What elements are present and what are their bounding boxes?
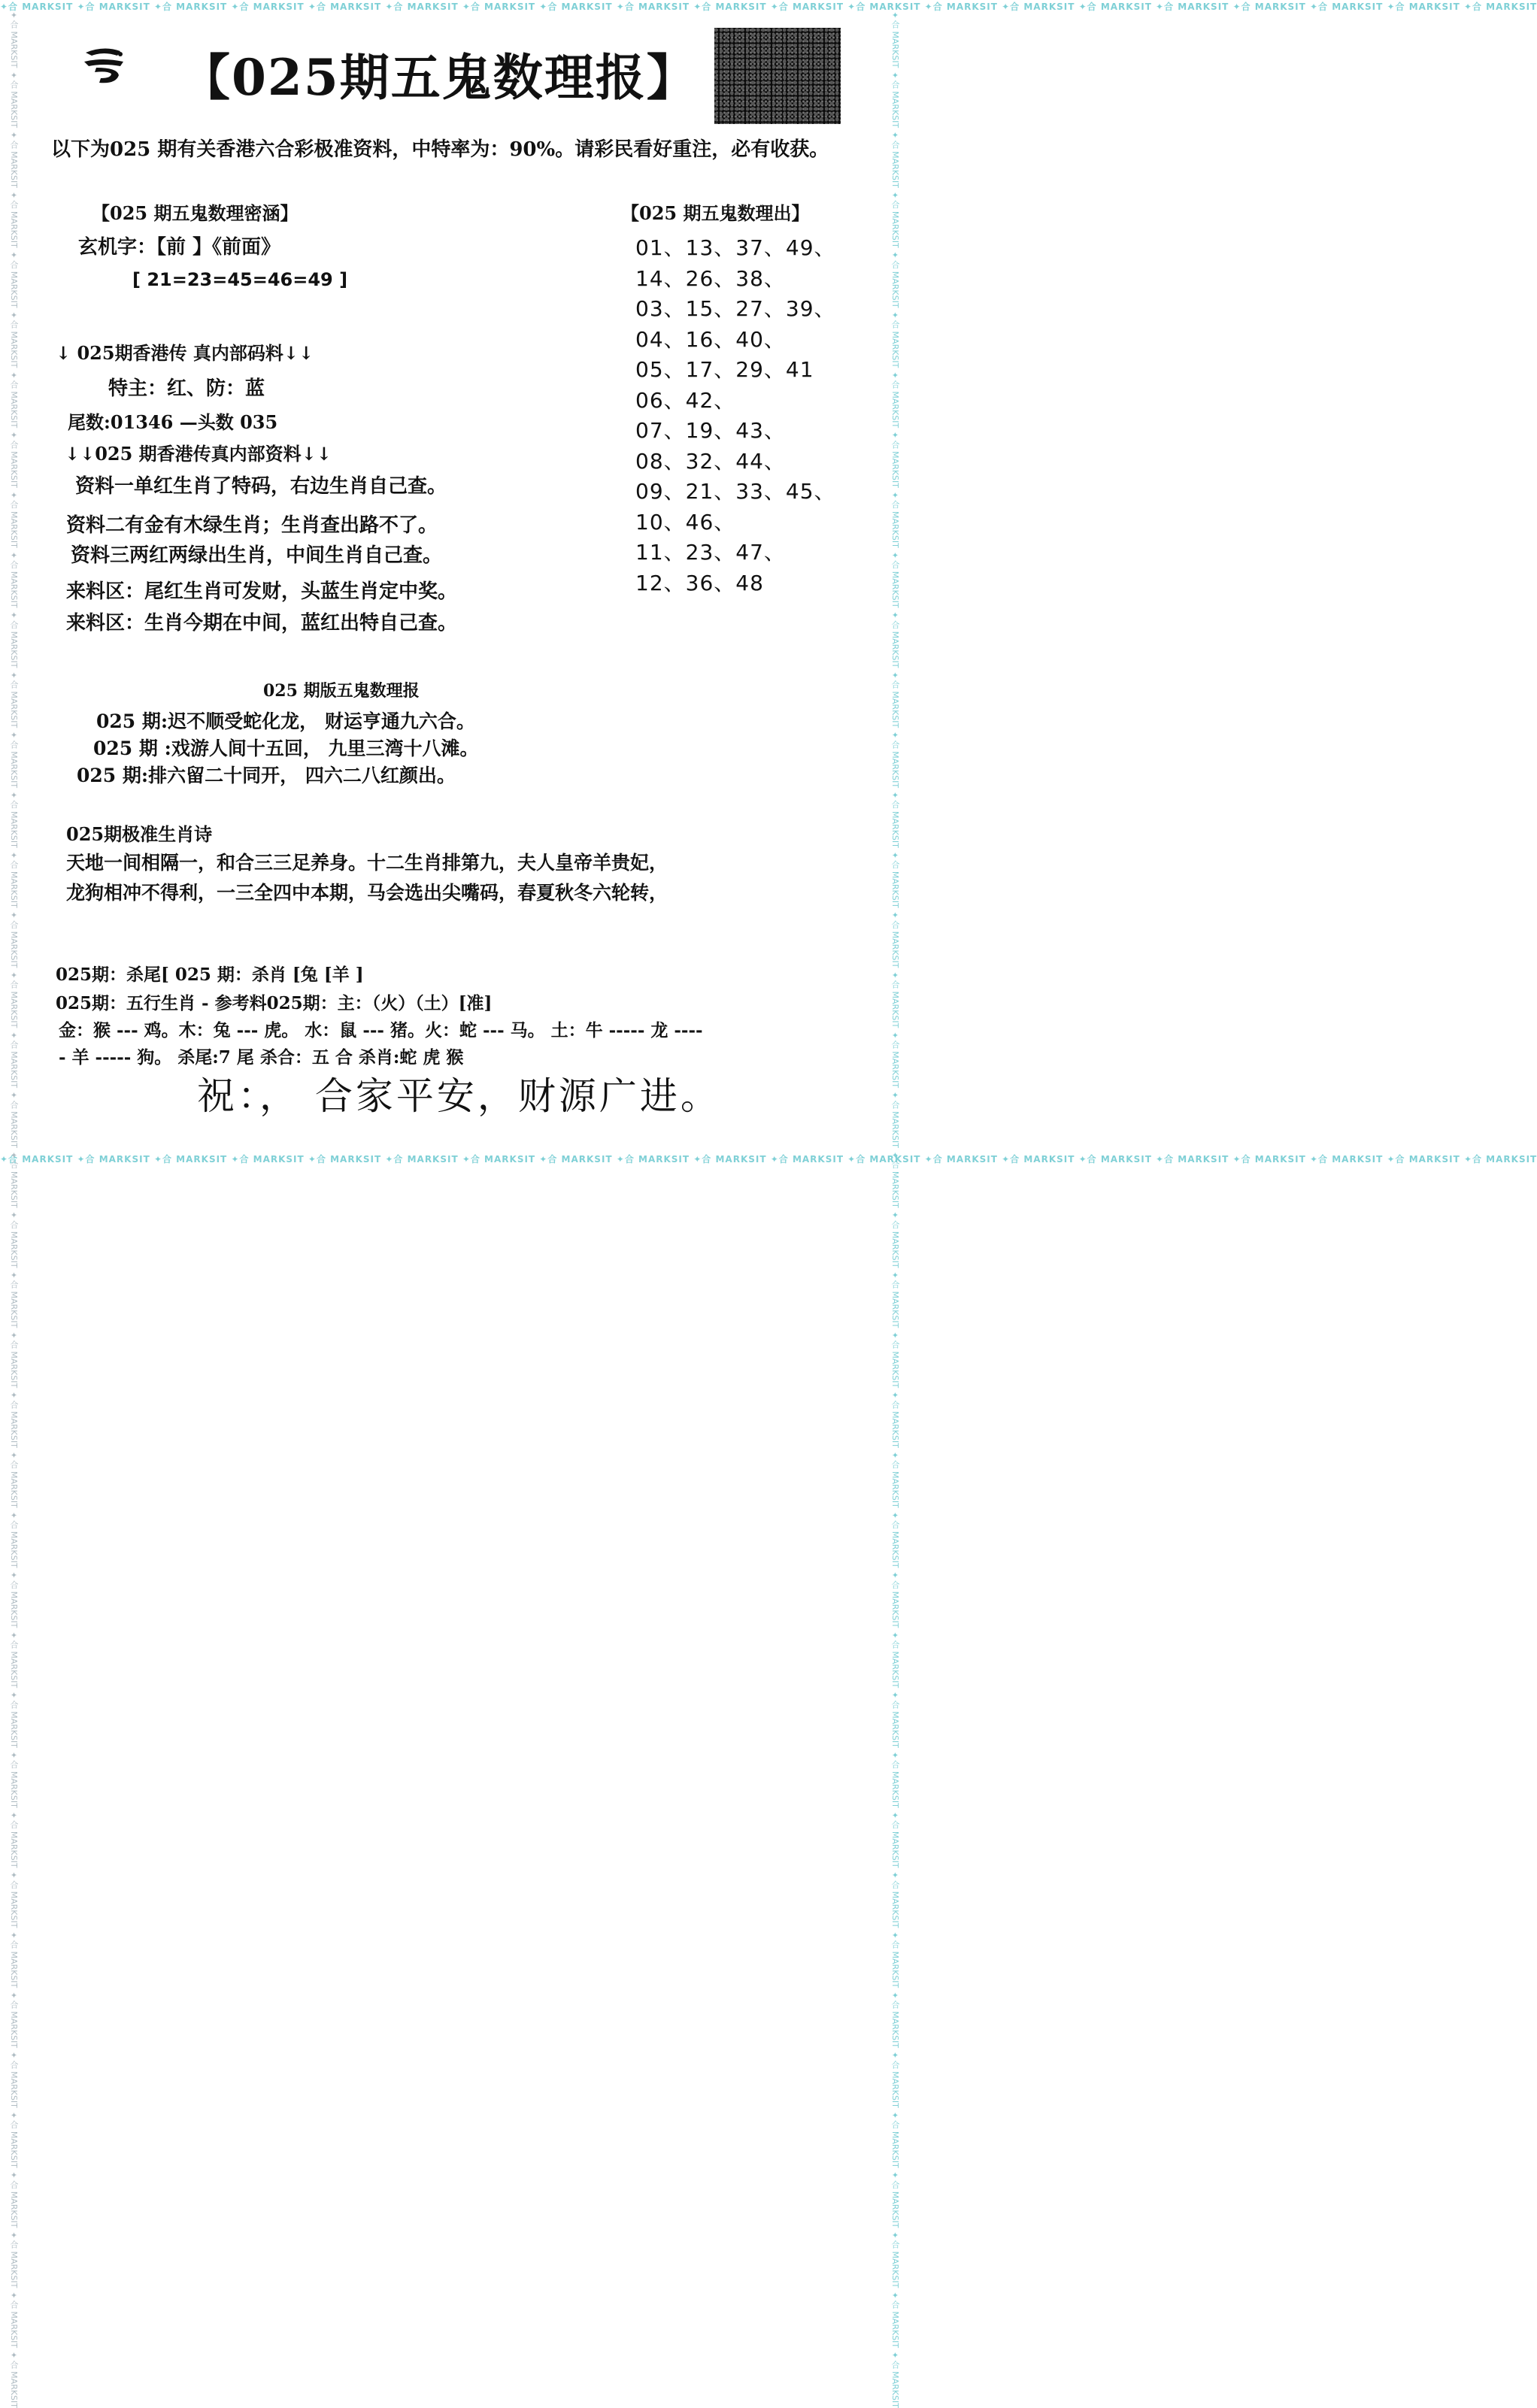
right-watermark-strip: ✦合 MARKSIT ✦合 MARKSIT ✦合 MARKSIT ✦合 MARKSIT ✦合 MARKSIT ✦合 MARKSIT ✦合 MARKSIT ✦合 MARKSIT ✦合 MARKSIT ✦合 MARKSIT ✦合 MARKSIT ✦合 MARKSIT ✦合 MARKSIT ✦合 MARKSIT ✦合 MARKSIT ✦合 MARKSIT ✦合 MARKSIT ✦合 MARKSIT ✦合 MARKSIT ✦合 MARKSIT ✦合 MARKSIT ✦合 MARKSIT ✦合 MARKSIT ✦合 MARKSIT ✦合 MARKSIT ✦合 MARKSIT ✦合 MARKSIT ✦合 MARKSIT ✦合 MARKSIT ✦合 MARKSIT ✦合 MARKSIT ✦合 MARKSIT ✦合 MARKSIT ✦合 MARKSIT ✦合 MARKSIT ✦合 MARKSIT ✦合 MARKSIT ✦合 MARKSIT ✦合 MARKSIT ✦合 MARKSIT — [890, 11, 900, 2408]
left-watermark-strip: ✦合 MARKSIT ✦合 MARKSIT ✦合 MARKSIT ✦合 MARKSIT ✦合 MARKSIT ✦合 MARKSIT ✦合 MARKSIT ✦合 MARKSIT ✦合 MARKSIT ✦合 MARKSIT ✦合 MARKSIT ✦合 MARKSIT ✦合 MARKSIT ✦合 MARKSIT ✦合 MARKSIT ✦合 MARKSIT ✦合 MARKSIT ✦合 MARKSIT ✦合 MARKSIT ✦合 MARKSIT ✦合 MARKSIT ✦合 MARKSIT ✦合 MARKSIT ✦合 MARKSIT ✦合 MARKSIT ✦合 MARKSIT ✦合 MARKSIT ✦合 MARKSIT ✦合 MARKSIT ✦合 MARKSIT ✦合 MARKSIT ✦合 MARKSIT ✦合 MARKSIT ✦合 MARKSIT ✦合 MARKSIT ✦合 MARKSIT ✦合 MARKSIT ✦合 MARKSIT ✦合 MARKSIT ✦合 MARKSIT — [9, 11, 19, 2408]
number-line: 03、15、27、39、 — [635, 296, 836, 321]
number-line: 06、42、 — [635, 388, 736, 413]
number-line: 11、23、47、 — [635, 540, 786, 565]
insider-heading: ↓ 025期香港传 真内部码料↓↓ — [56, 342, 314, 364]
poem-heading: 025期极准生肖诗 — [66, 823, 213, 845]
blessing-text: 祝：， 合家平安，财源广进。 — [197, 1074, 721, 1118]
edition-heading: 025 期版五鬼数理报 — [263, 681, 420, 701]
number-line: 04、16、40、 — [635, 327, 786, 352]
edition-line: 025 期:排六留二十同开， 四六二八红颜出。 — [77, 765, 456, 786]
bottom-line: 025期：五行生肖 - 参考料025期：主：（火）（土）[准] — [56, 993, 493, 1013]
number-line: 09、21、33、45、 — [635, 479, 836, 504]
edition-line: 025 期 :戏游人间十五回， 九里三湾十八滩。 — [93, 738, 479, 759]
snake-logo-icon — [81, 45, 128, 86]
qr-code-icon — [714, 28, 841, 124]
list-item: 来料区：尾红生肖可发财，头蓝生肖定中奖。 — [66, 580, 458, 603]
bottom-watermark-strip: ✦合 MARKSIT ✦合 MARKSIT ✦合 MARKSIT ✦合 MARKSIT ✦合 MARKSIT ✦合 MARKSIT ✦合 MARKSIT ✦合 MARKSIT ✦合 MARKSIT ✦合 MARKSIT ✦合 MARKSIT ✦合 MARKSIT ✦合 MARKSIT ✦合 MARKSIT ✦合 MARKSIT ✦合 MARKSIT ✦合 MARKSIT ✦合 MARKSIT ✦合 MARKSIT ✦合 MARKSIT — [0, 1154, 1537, 1165]
number-line: 12、36、48 — [635, 571, 764, 595]
tail-head-text: 尾数:01346 —头数 035 — [68, 411, 278, 433]
page-title: 【025期五鬼数理报】 — [180, 48, 698, 107]
list-item: 资料三两红两绿出生肖，中间生肖自己查。 — [71, 544, 443, 567]
list-item: 来料区：生肖今期在中间，蓝红出特自己查。 — [66, 612, 458, 635]
edition-line: 025 期:迟不顺受蛇化龙， 财运亨通九六合。 — [96, 710, 475, 732]
number-line: 10、46、 — [635, 510, 736, 535]
secret-heading: 【025 期五鬼数理密涵】 — [92, 202, 299, 224]
list-item: 资料二有金有木绿生肖；生肖查出路不了。 — [66, 514, 438, 537]
top-watermark-strip: ✦合 MARKSIT ✦合 MARKSIT ✦合 MARKSIT ✦合 MARKSIT ✦合 MARKSIT ✦合 MARKSIT ✦合 MARKSIT ✦合 MARKSIT ✦合 MARKSIT ✦合 MARKSIT ✦合 MARKSIT ✦合 MARKSIT ✦合 MARKSIT ✦合 MARKSIT ✦合 MARKSIT ✦合 MARKSIT ✦合 MARKSIT ✦合 MARKSIT ✦合 MARKSIT ✦合 MARKSIT — [0, 2, 1537, 12]
list-item: 资料一单红生肖了特码，右边生肖自己查。 — [75, 475, 447, 498]
numbers-heading: 【025 期五鬼数理出】 — [621, 202, 810, 224]
number-line: 07、19、43、 — [635, 418, 786, 443]
xuanji-text: 玄机字：【前 】《前面》 — [78, 236, 281, 259]
number-line: 05、17、29、41 — [635, 357, 814, 382]
number-line: 01、13、37、49、 — [635, 235, 836, 260]
bottom-line: 025期：杀尾[ 025 期：杀肖 [兔 [羊 ] — [56, 965, 364, 985]
xuanji-numbers: [ 21=23=45=46=49 ] — [132, 269, 348, 290]
number-line: 14、26、38、 — [635, 266, 786, 291]
bottom-line: 金：猴 --- 鸡。木：兔 --- 虎。 水：鼠 --- 猪。火：蛇 --- 马。 土：牛 ----- 龙 ---- — [59, 1020, 703, 1040]
te-zhu-text: 特主：红、防：蓝 — [108, 377, 265, 400]
poem-line: 天地一间相隔一，和合三三足养身。十二生肖排第九，夫人皇帝羊贵妃， — [66, 852, 668, 874]
bottom-line: - 羊 ----- 狗。 杀尾:7 尾 杀合：五 合 杀肖:蛇 虎 猴 — [59, 1047, 464, 1068]
poem-line: 龙狗相冲不得利，一三全四中本期，马会选出尖嘴码，春夏秋冬六轮转， — [66, 882, 668, 904]
insider2-heading: ↓↓025 期香港传真内部资料↓↓ — [65, 443, 332, 465]
intro-text: 以下为025 期有关香港六合彩极准资料，中特率为：90%。请彩民看好重注，必有收获。 — [51, 138, 829, 161]
number-line: 08、32、44、 — [635, 449, 786, 474]
